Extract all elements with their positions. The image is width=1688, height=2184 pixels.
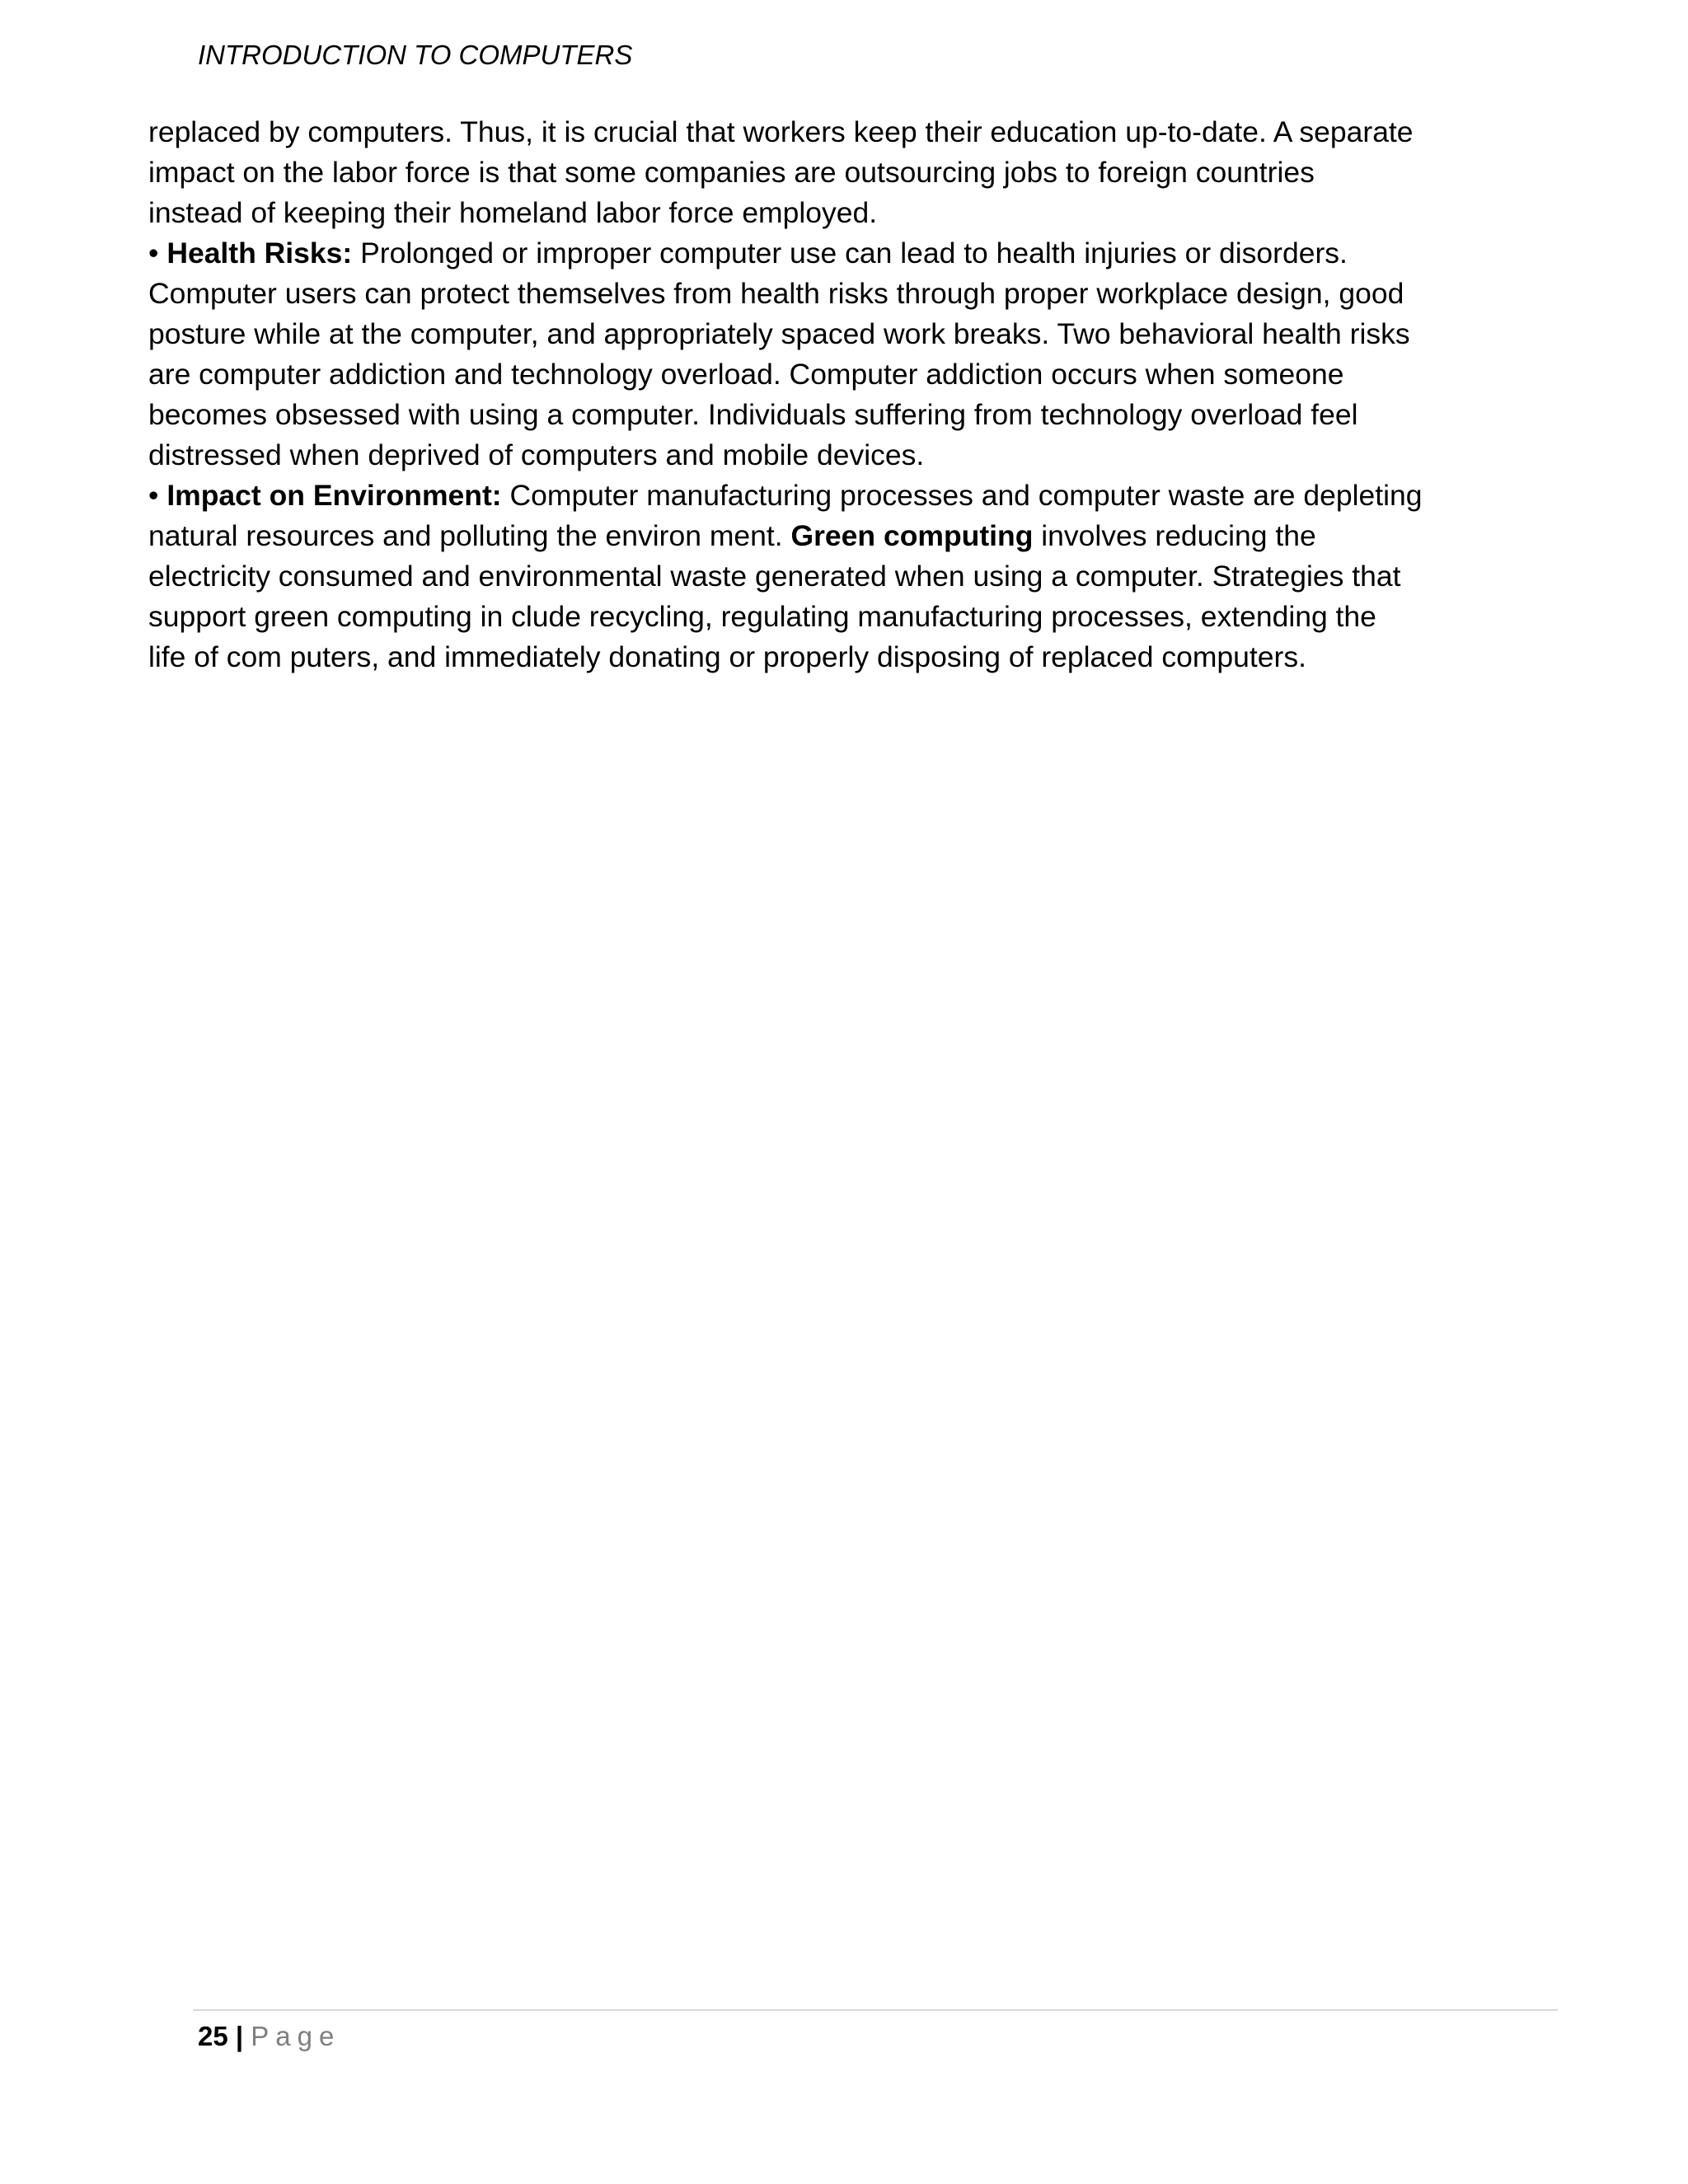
- text-line: [148, 233, 1484, 274]
- impact-on-environment-term: Impact on Environment:: [166, 479, 502, 512]
- text-line: Computer users can protect themselves from health risks through proper workplace design, good: [148, 277, 1404, 310]
- footer-divider: [193, 2009, 1558, 2011]
- health-risks-term: Health Risks:: [166, 237, 353, 269]
- text-line: electricity consumed and environmental waste generated when using a computer. Strategies that: [148, 560, 1401, 593]
- text-line: life of com puters, and immediately donating or properly disposing of replaced computers.: [148, 640, 1306, 673]
- text-line: replaced by computers. Thus, it is crucial that workers keep their education up-to-date. A separate: [148, 115, 1414, 148]
- text-segment: involves reducing the: [1033, 519, 1316, 552]
- text-line: distressed when deprived of computers and mobile devices.: [148, 438, 925, 471]
- text-segment: Prolonged or improper computer use can lead to health injuries or disorders.: [352, 237, 1348, 269]
- bullet: •: [148, 479, 159, 512]
- body-text: [148, 112, 1484, 677]
- text-line: becomes obsessed with using a computer. Individuals suffering from technology overload feel: [148, 398, 1358, 431]
- text-line: [148, 516, 1484, 556]
- running-header: INTRODUCTION TO COMPUTERS: [198, 40, 633, 70]
- text-line: posture while at the computer, and appropriately spaced work breaks. Two behavioral health risks: [148, 317, 1410, 350]
- text-segment: natural resources and polluting the environ ment.: [148, 519, 791, 552]
- health-risks-paragraph: [148, 233, 1484, 476]
- text-segment: Computer manufacturing processes and computer waste are depleting: [501, 479, 1423, 512]
- page-footer: [198, 2018, 340, 2055]
- text-line: are computer addiction and technology overload. Computer addiction occurs when someone: [148, 358, 1344, 391]
- intro-paragraph: [148, 112, 1484, 233]
- green-computing-term: Green computing: [790, 519, 1034, 552]
- bullet: •: [148, 237, 159, 269]
- text-line: instead of keeping their homeland labor force employed.: [148, 196, 878, 229]
- page-number: 25: [198, 2021, 228, 2051]
- page-label: Page: [251, 2021, 341, 2051]
- environment-paragraph: [148, 476, 1484, 677]
- text-line: [148, 476, 1484, 516]
- text-line: impact on the labor force is that some companies are outsourcing jobs to foreign countries: [148, 156, 1315, 189]
- text-line: support green computing in clude recycling, regulating manufacturing processes, extending the: [148, 600, 1376, 633]
- footer-separator: |: [227, 2021, 251, 2051]
